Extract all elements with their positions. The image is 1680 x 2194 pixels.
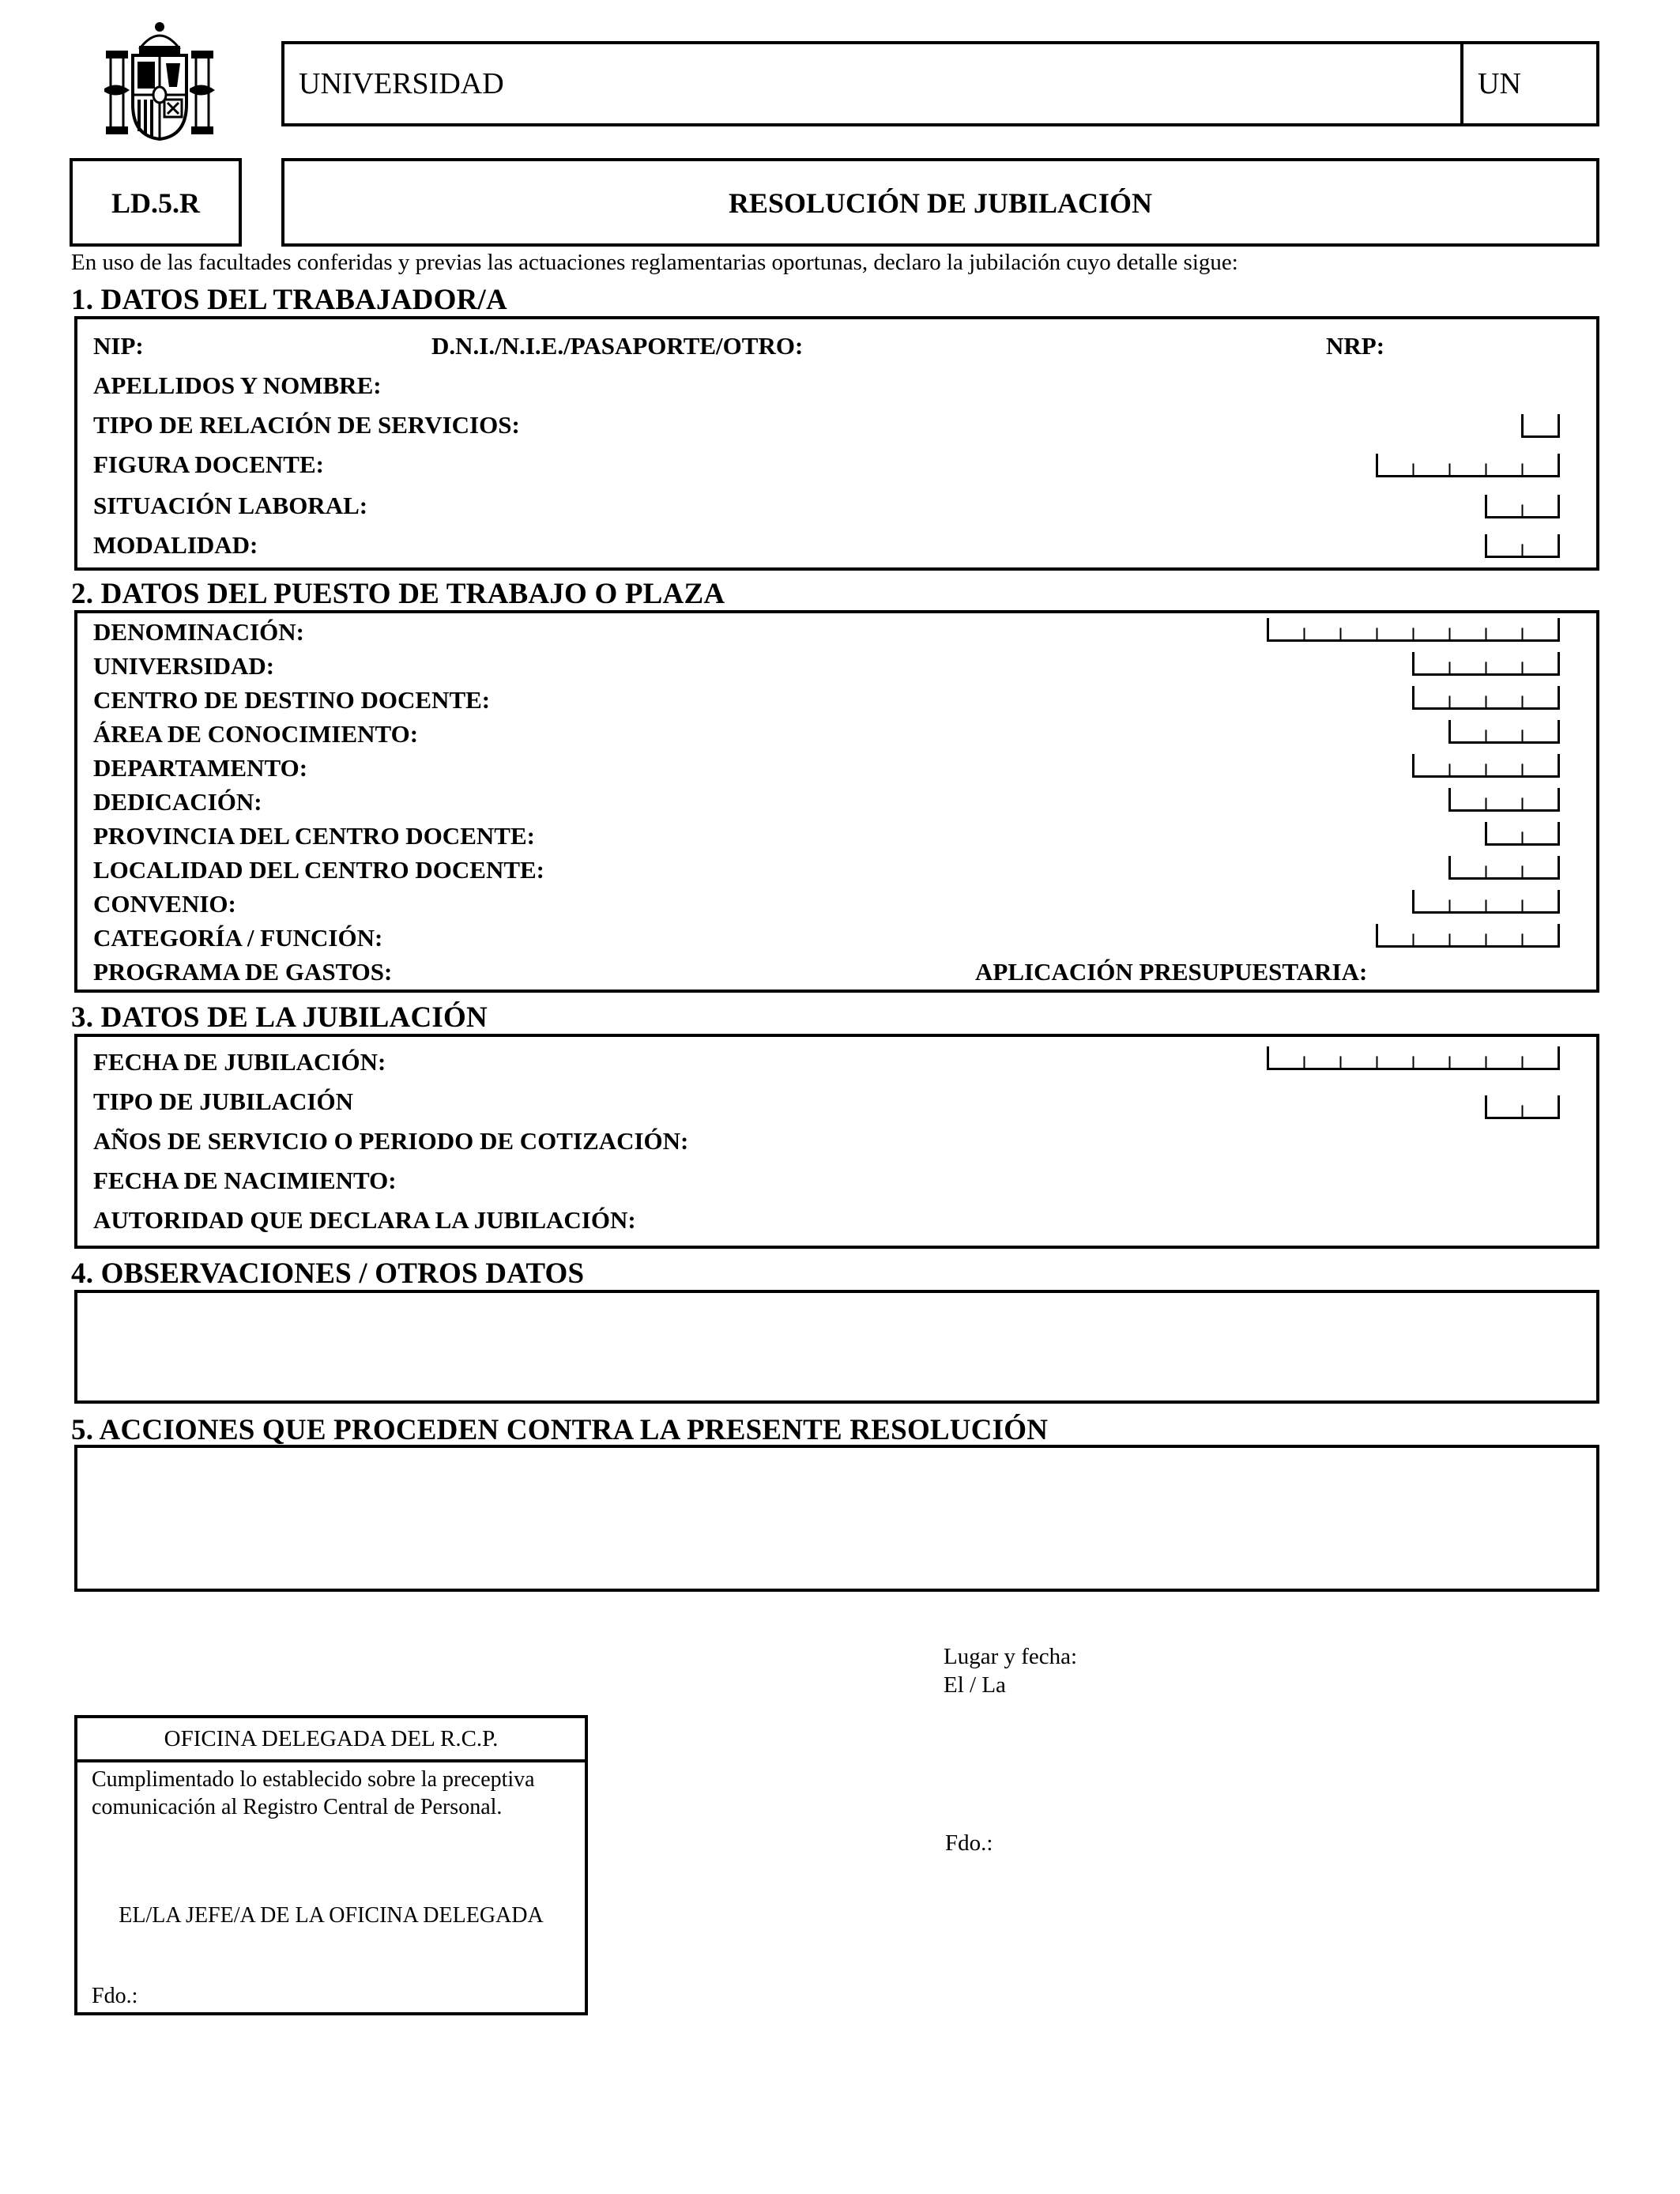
office-fdo-label: Fdo.: <box>92 1984 138 2008</box>
centro-destino-code-field[interactable] <box>1412 684 1560 710</box>
header-divider <box>1460 41 1463 126</box>
university-label: UNIVERSIDAD <box>299 67 504 100</box>
fdo-signature-label: Fdo.: <box>945 1830 993 1856</box>
form-title: RESOLUCIÓN DE JUBILACIÓN <box>728 187 1153 219</box>
situacion-laboral-label: SITUACIÓN LABORAL: <box>93 492 368 519</box>
categoria-label: CATEGORÍA / FUNCIÓN: <box>93 924 383 952</box>
provincia-label: PROVINCIA DEL CENTRO DOCENTE: <box>93 822 535 850</box>
tipo-jubilacion-code-field[interactable] <box>1485 1094 1560 1119</box>
denominacion-label: DENOMINACIÓN: <box>93 618 304 646</box>
modalidad-label: MODALIDAD: <box>93 531 258 559</box>
section-1-title: 1. DATOS DEL TRABAJADOR/A <box>71 284 507 316</box>
provincia-code-field[interactable] <box>1485 820 1560 846</box>
aplicacion-presupuestaria-label: APLICACIÓN PRESUPUESTARIA: <box>975 958 1368 986</box>
tipo-relacion-label: TIPO DE RELACIÓN DE SERVICIOS: <box>93 411 520 439</box>
coat-of-arms-emblem <box>101 17 218 141</box>
categoria-code-field[interactable] <box>1376 922 1560 948</box>
dedicacion-label: DEDICACIÓN: <box>93 788 262 816</box>
convenio-code-field[interactable] <box>1412 888 1560 914</box>
fecha-jubilacion-code-field[interactable] <box>1267 1045 1560 1070</box>
figura-docente-code-field[interactable] <box>1376 452 1560 477</box>
fecha-nacimiento-label: FECHA DE NACIMIENTO: <box>93 1167 397 1194</box>
universidad-label: UNIVERSIDAD: <box>93 652 275 680</box>
centro-destino-label: CENTRO DE DESTINO DOCENTE: <box>93 686 491 714</box>
area-conocimiento-label: ÁREA DE CONOCIMIENTO: <box>93 720 419 748</box>
office-chief-label: EL/LA JEFE/A DE LA OFICINA DELEGADA <box>119 1903 544 1928</box>
autoridad-label: AUTORIDAD QUE DECLARA LA JUBILACIÓN: <box>93 1206 636 1234</box>
situacion-laboral-code-field[interactable] <box>1485 493 1560 518</box>
tipo-relacion-code-field[interactable] <box>1521 413 1560 438</box>
anos-servicio-label: AÑOS DE SERVICIO O PERIODO DE COTIZACIÓN: <box>93 1127 689 1155</box>
universidad-code-field[interactable] <box>1412 650 1560 676</box>
office-divider <box>74 1759 588 1762</box>
nip-label: NIP: <box>93 332 144 360</box>
convenio-label: CONVENIO: <box>93 890 236 918</box>
localidad-label: LOCALIDAD DEL CENTRO DOCENTE: <box>93 856 545 884</box>
lugar-fecha-label: Lugar y fecha: <box>944 1644 1078 1669</box>
tipo-jubilacion-label: TIPO DE JUBILACIÓN <box>93 1088 353 1115</box>
section-4-title: 4. OBSERVACIONES / OTROS DATOS <box>71 1257 585 1290</box>
localidad-code-field[interactable] <box>1448 854 1560 880</box>
area-conocimiento-code-field[interactable] <box>1448 718 1560 744</box>
denominacion-code-field[interactable] <box>1267 616 1560 642</box>
observaciones-field[interactable] <box>74 1290 1599 1404</box>
acciones-field[interactable] <box>74 1445 1599 1592</box>
university-code-label: UN <box>1478 67 1521 100</box>
fecha-jubilacion-label: FECHA DE JUBILACIÓN: <box>93 1048 386 1076</box>
intro-text: En uso de las facultades conferidas y previas las actuaciones reglamentarias oportunas, declaro la jubilación cuyo detalle sigue: <box>71 250 1238 275</box>
modalidad-code-field[interactable] <box>1485 533 1560 558</box>
office-title: OFICINA DELEGADA DEL R.C.P. <box>164 1726 499 1751</box>
section-5-title: 5. ACCIONES QUE PROCEDEN CONTRA LA PRESENTE RESOLUCIÓN <box>71 1414 1049 1446</box>
departamento-label: DEPARTAMENTO: <box>93 754 308 782</box>
dni-label: D.N.I./N.I.E./PASAPORTE/OTRO: <box>431 332 804 360</box>
section-2-title: 2. DATOS DEL PUESTO DE TRABAJO O PLAZA <box>71 578 725 610</box>
nrp-label: NRP: <box>1326 332 1385 360</box>
figura-docente-label: FIGURA DOCENTE: <box>93 450 324 478</box>
el-la-label: El / La <box>944 1672 1006 1698</box>
programa-gastos-label: PROGRAMA DE GASTOS: <box>93 958 393 986</box>
section-3-title: 3. DATOS DE LA JUBILACIÓN <box>71 1001 488 1034</box>
dedicacion-code-field[interactable] <box>1448 786 1560 812</box>
apellidos-label: APELLIDOS Y NOMBRE: <box>93 371 382 399</box>
office-body-text: Cumplimentado lo establecido sobre la preceptiva comunicación al Registro Central de Personal. <box>92 1767 535 1819</box>
form-code: LD.5.R <box>111 187 200 219</box>
departamento-code-field[interactable] <box>1412 752 1560 778</box>
